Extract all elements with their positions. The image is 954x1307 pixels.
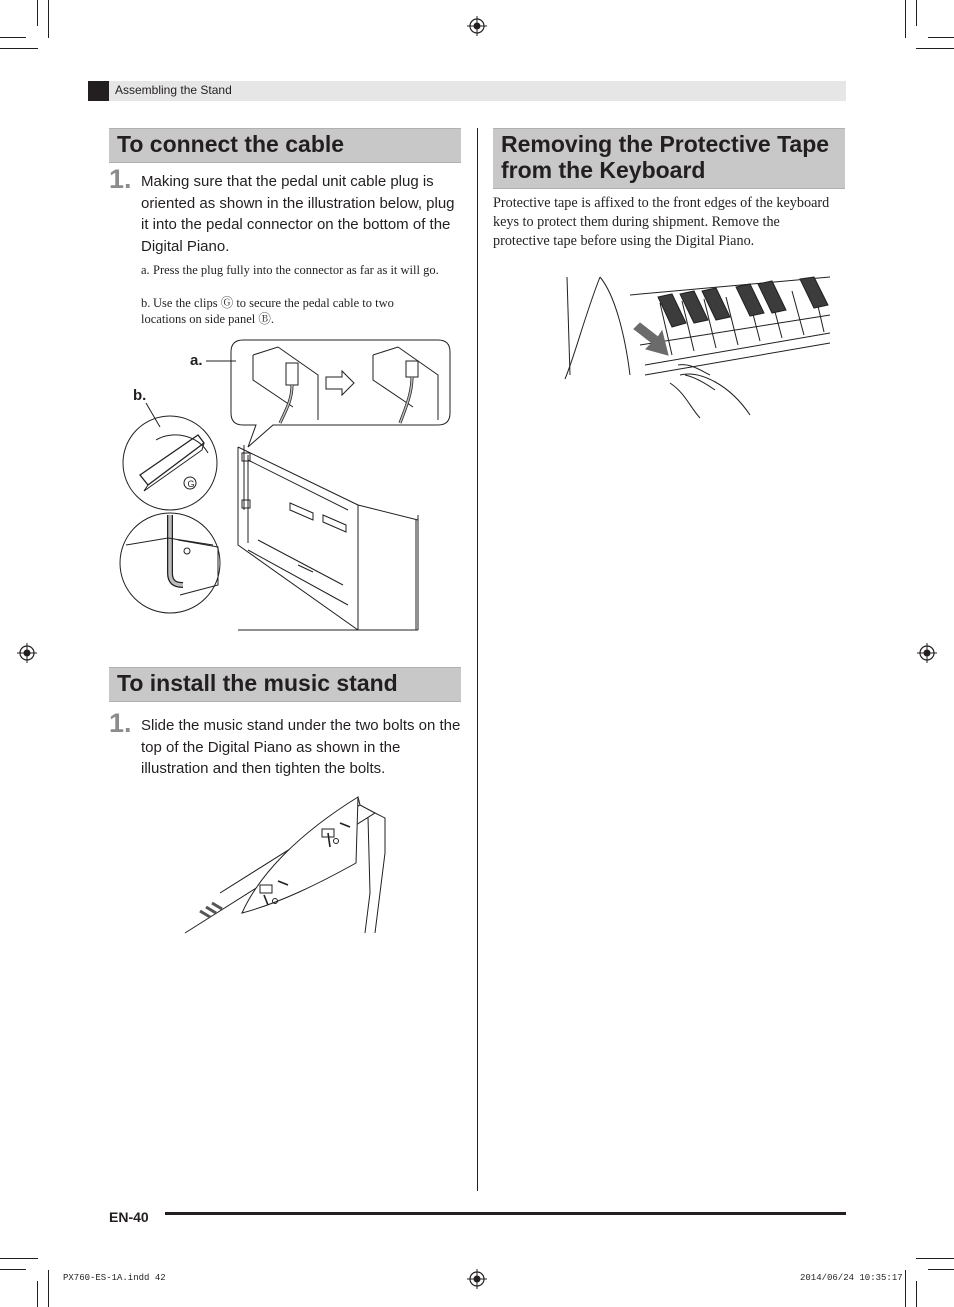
step-instruction: Making sure that the pedal unit cable plug is oriented as shown in the illustration below, plug it into the pedal connector on the bottom of the Digital Piano. (141, 173, 455, 255)
tape-paragraph: Protective tape is affixed to the front edges of the keyboard keys to protect them during shipment. Remove the protective tape before using the Digital Piano. (493, 195, 830, 249)
running-header-title: Assembling the Stand (115, 83, 232, 97)
sub-step-label: a. (141, 263, 150, 277)
crop-mark (916, 1258, 954, 1259)
figure-label-a: a. (190, 352, 203, 369)
crop-mark (37, 1281, 38, 1307)
crop-mark (916, 0, 917, 26)
registration-mark-icon (467, 1269, 487, 1289)
figure-label-b: b. (133, 387, 147, 404)
running-header-marker (88, 81, 109, 101)
keyboard-tape-illustration (560, 275, 835, 420)
crop-mark (905, 0, 906, 38)
crop-mark (0, 1269, 26, 1270)
slug-file-info: PX760-ES-1A.indd 42 (63, 1273, 166, 1283)
sub-step-b (141, 295, 441, 327)
footer-rule (165, 1212, 846, 1215)
crop-mark (928, 37, 954, 38)
column-divider (477, 128, 478, 1191)
section-heading-music-stand (109, 667, 461, 702)
section-heading-protective-tape (493, 128, 845, 189)
heading-text: To install the music stand (117, 670, 398, 696)
registration-mark-icon (467, 16, 487, 36)
crop-mark (916, 48, 954, 49)
sub-step-text: Press the plug fully into the connector as far as it will go. (153, 263, 439, 277)
registration-mark-icon (17, 643, 37, 663)
crop-mark (928, 1269, 954, 1270)
crop-mark (916, 1281, 917, 1307)
page-number: EN-40 (109, 1209, 149, 1225)
crop-mark (0, 48, 38, 49)
clip-marker-label: G (187, 479, 195, 489)
step-number: 1. (109, 164, 132, 194)
heading-text: Removing the Protective Tape from the Keyboard (501, 131, 830, 183)
step-instruction: Slide the music stand under the two bolts on the top of the Digital Piano as shown in the illustration and then tighten the bolts. (141, 717, 461, 778)
sub-step-a (141, 262, 461, 278)
crop-mark (905, 1270, 906, 1307)
sub-step-label: b. (141, 296, 151, 310)
crop-mark (48, 1270, 49, 1307)
slug-timestamp: 2014/06/24 10:35:17 (800, 1273, 903, 1283)
registration-mark-icon (917, 643, 937, 663)
heading-text: To connect the cable (117, 131, 345, 157)
crop-mark (37, 0, 38, 26)
crop-mark (0, 37, 26, 38)
step-number: 1. (109, 708, 132, 738)
music-stand-illustration (180, 793, 390, 938)
crop-mark (48, 0, 49, 38)
section-heading-connect-cable (109, 128, 461, 163)
cable-connection-illustration (118, 335, 458, 640)
sub-step-text: Use the clips Ⓖ to secure the pedal cable to two locations on side panel Ⓑ. (141, 296, 394, 326)
crop-mark (0, 1258, 38, 1259)
